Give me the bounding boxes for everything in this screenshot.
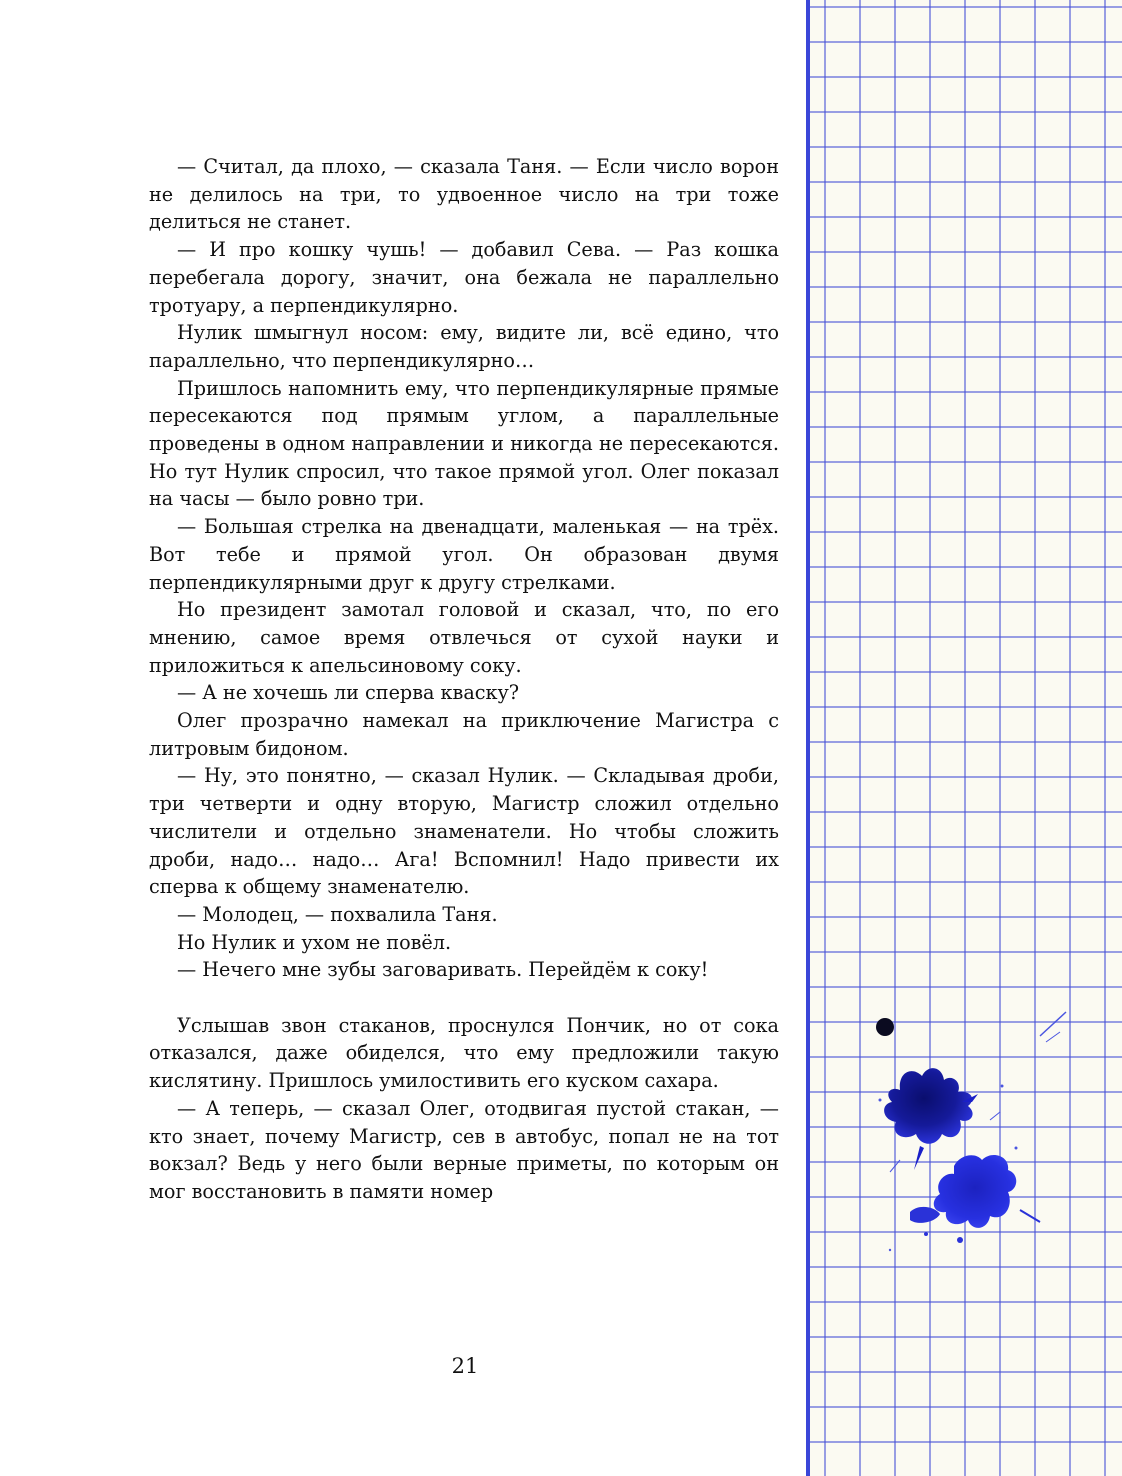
paragraph: Олег прозрачно намекал на приключение Магистра с литровым бидоном.	[149, 709, 779, 760]
page-number: 21	[451, 1354, 479, 1378]
paragraph: — Считал, да плохо, — сказала Таня. — Если число ворон не делилось на три, то удвоенное число на три тоже делиться не станет.	[149, 155, 779, 234]
paragraph: — И про кошку чушь! — добавил Сева. — Раз кошка перебегала дорогу, значит, она бежала не параллельно тротуару, а перпендикулярно.	[149, 238, 779, 317]
paragraph: Но президент замотал головой и сказал, что, по его мнению, самое время отвлечься от сухой науки и приложиться к апельсиновому соку.	[149, 598, 779, 677]
paragraph: — Большая стрелка на двенадцати, маленькая — на трёх. Вот тебе и прямой угол. Он образован двумя перпендикулярными друг к другу стрелками.	[149, 515, 779, 594]
paragraph: — Молодец, — похвалила Таня.	[177, 902, 498, 926]
paragraph: Услышав звон стаканов, проснулся Пончик, но от сока отказался, даже обиделся, что ему предложили такую кислятину. Пришлось умилостивить его куском сахара.	[149, 1013, 779, 1093]
paragraph: — Нечего мне зубы заговаривать. Перейдём к соку!	[177, 958, 709, 982]
paragraph: Но Нулик и ухом не повёл.	[177, 930, 452, 954]
paragraph: — А теперь, — сказал Олег, отодвигая пустой стакан, — кто знает, почему Магистр, сев в автобус, попал не на тот вокзал? Ведь у него были верные приметы, по которым он мог восстановить в памяти номер	[149, 1096, 779, 1203]
paragraph: Пришлось напомнить ему, что перпендикулярные прямые пересекаются под прямым углом, а параллельные проведены в одном направлении и никогда не пересекаются. Но тут Нулик спросил, что такое прямой угол. Олег показал на часы — было ровно три.	[149, 376, 779, 511]
paragraph: — А не хочешь ли сперва кваску?	[177, 681, 520, 705]
paragraph: Нулик шмыгнул носом: ему, видите ли, всё едино, что параллельно, что перпендикулярно…	[149, 321, 779, 372]
ink-blot-icon	[860, 1000, 1090, 1270]
body-text	[149, 153, 779, 1206]
paragraph: — Ну, это понятно, — сказал Нулик. — Складывая дроби, три четверти и одну вторую, Магистр сложил отдельно числители и отдельно знаменатели. Но чтобы сложить дроби, надо… надо… Ага! Вспомнил! Надо привести их сперва к общему знаменателю.	[149, 764, 779, 899]
